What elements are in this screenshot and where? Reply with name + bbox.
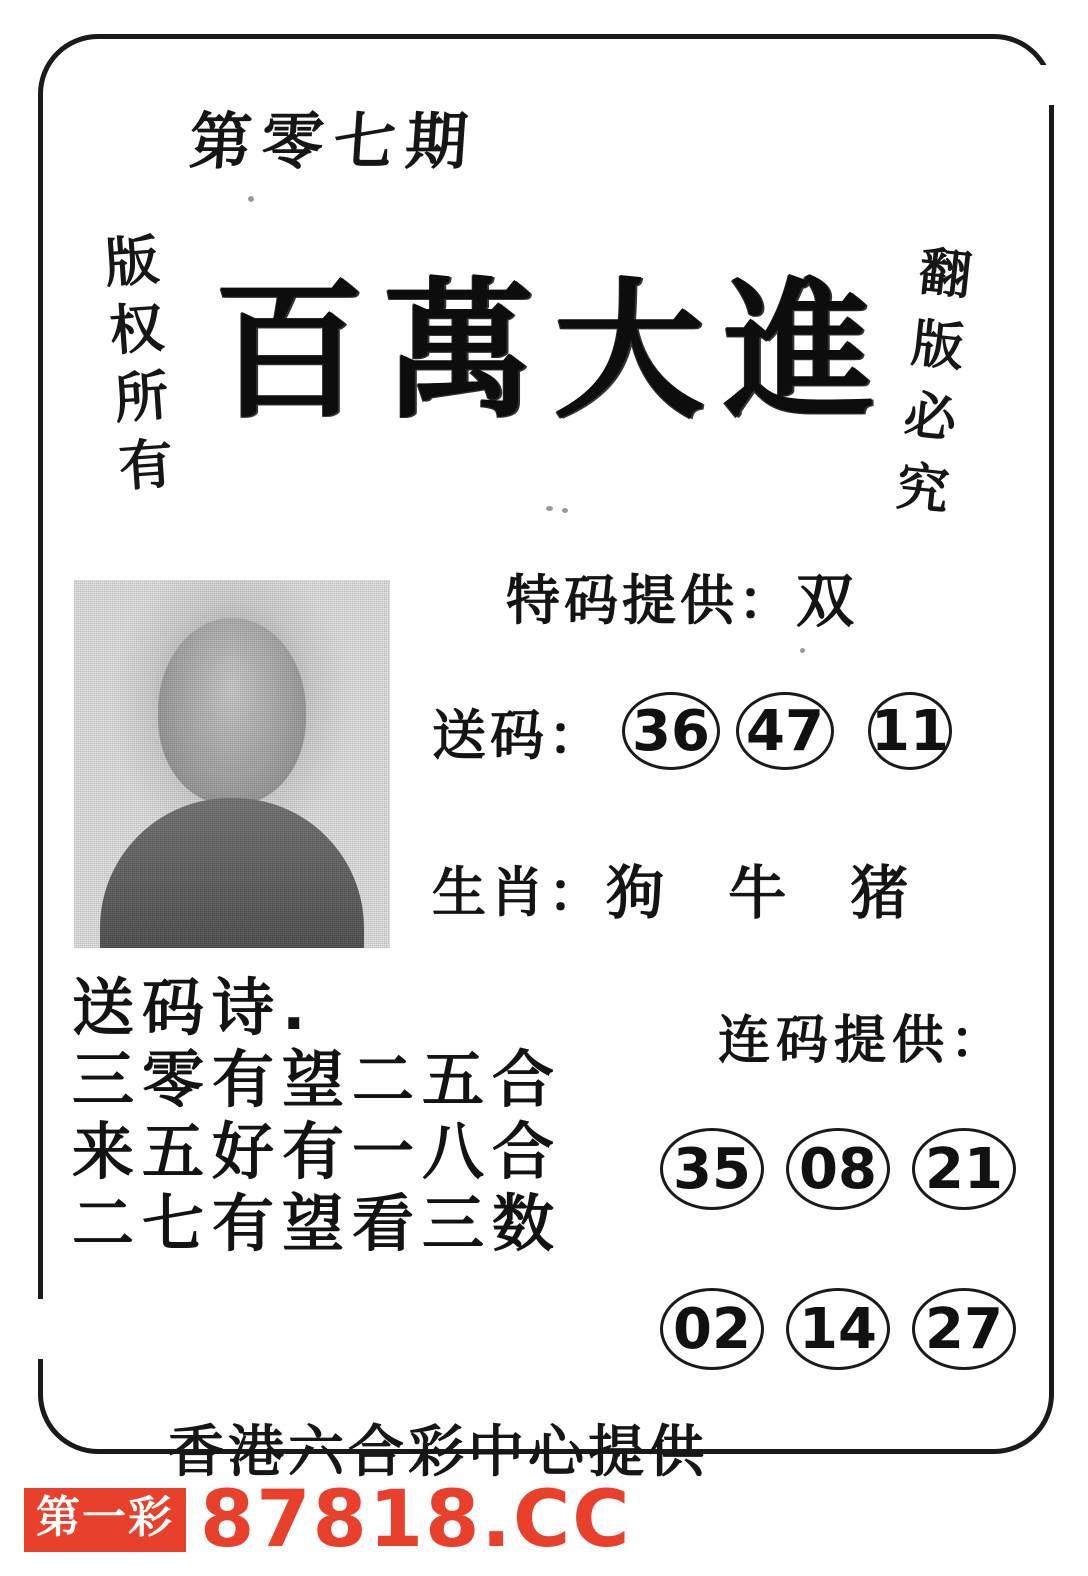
lianma-row-2 <box>660 1288 1016 1370</box>
copyright-left-char-1: 版 <box>102 228 161 296</box>
footer-source-text: 香港六合彩中心提供 <box>168 1420 708 1485</box>
zodiac-row <box>432 846 930 930</box>
lianma-ball-4: 02 <box>660 1288 764 1370</box>
footer-badge: 第一彩 <box>24 1488 186 1552</box>
copyright-right-char-2: 版 <box>908 313 967 379</box>
frame-notch-top-right <box>1041 65 1055 105</box>
footer-banner <box>24 1475 632 1565</box>
copyright-left-char-2: 权 <box>107 296 166 363</box>
copyright-right-char-1: 翻 <box>916 242 975 308</box>
zodiac-value: 狗 牛 猪 <box>606 859 931 927</box>
copyright-right-char-4: 究 <box>893 456 952 522</box>
scan-speck-2 <box>546 506 553 511</box>
poem-line-2: 来五好有一八合 <box>72 1115 563 1188</box>
special-number-row <box>506 554 864 638</box>
portrait-grain-overlay <box>74 580 390 948</box>
scan-speck-4 <box>800 648 805 653</box>
main-title: 百萬大進 <box>214 265 895 439</box>
send-number-ball-1: 36 <box>622 692 720 770</box>
lianma-ball-5: 14 <box>786 1288 890 1370</box>
frame-notch-bottom-left <box>37 1299 49 1359</box>
lianma-ball-3: 21 <box>912 1128 1016 1210</box>
scan-speck-1 <box>248 196 254 202</box>
footer-site-url: 87818.CC <box>200 1475 632 1565</box>
copyright-left-char-4: 有 <box>116 431 176 499</box>
special-number-label: 特码提供： <box>506 568 796 632</box>
poem-line-3: 二七有望看三数 <box>72 1187 563 1260</box>
poem-heading: 送码诗. <box>72 971 314 1044</box>
send-number-ball-3: 11 <box>868 692 952 770</box>
send-number-ball-2: 47 <box>736 692 834 770</box>
scan-speck-3 <box>562 508 568 513</box>
send-numbers-row <box>432 692 952 770</box>
poem-block <box>72 972 562 1260</box>
portrait-photo <box>74 580 390 948</box>
lianma-ball-6: 27 <box>912 1288 1016 1370</box>
lianma-ball-2: 08 <box>786 1128 890 1210</box>
copyright-right-char-3: 必 <box>901 385 960 451</box>
send-numbers-label: 送码： <box>432 703 606 767</box>
lianma-row-1 <box>660 1128 1016 1210</box>
zodiac-label: 生肖： <box>432 860 606 924</box>
special-number-value: 双 <box>796 567 865 635</box>
copyright-left-char-3: 所 <box>112 364 171 431</box>
issue-title: 第零七期 <box>187 105 481 178</box>
lianma-title: 连码提供： <box>718 1011 1009 1071</box>
lianma-ball-1: 35 <box>660 1128 764 1210</box>
poem-line-1: 三零有望二五合 <box>72 1043 563 1116</box>
